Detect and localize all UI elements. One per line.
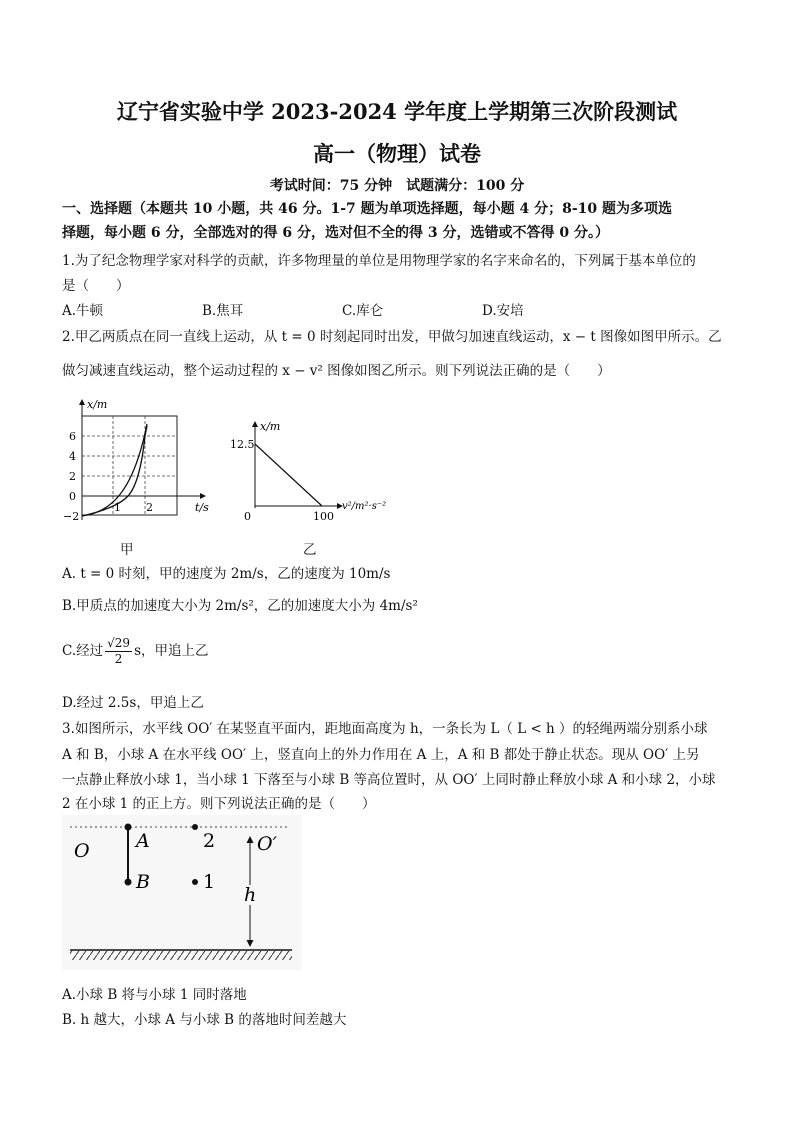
q3-stem-line1: 3.如图所示，水平线 OO′ 在某竖直平面内，距地面高度为 h，一条长为 L（ L < h ）的轻绳两端分别系小球 bbox=[62, 721, 708, 737]
graph-jia-caption: 甲 bbox=[120, 542, 134, 558]
q3-ball-2 bbox=[192, 824, 198, 830]
graph-jia-y-label: x/m bbox=[87, 398, 108, 411]
graph-jia-tick-0: 0 bbox=[69, 490, 76, 503]
q3-ball-a bbox=[125, 824, 132, 831]
graph-jia-grid bbox=[82, 416, 177, 515]
section-heading-line2: 择题，每小题 6 分，全部选对的得 6 分，选对但不全的得 3 分，选错或不答得 0 分。） bbox=[62, 225, 609, 241]
page-subtitle: 高一（物理）试卷 bbox=[313, 141, 481, 166]
graph-yi-y-value: 12.5 bbox=[230, 438, 255, 451]
q3-ball-1 bbox=[192, 879, 198, 885]
exam-info: 考试时间：75 分钟 试题满分：100 分 bbox=[269, 178, 525, 194]
page-title: 辽宁省实验中学 2023-2024 学年度上学期第三次阶段测试 bbox=[116, 99, 678, 124]
q3-stem-line3: 一点静止释放小球 1，当小球 1 下落至与小球 B 等高位置时，从 OO′ 上同时静止释放小球 A 和小球 2，小球 bbox=[62, 772, 716, 788]
q3-ground-hatch bbox=[70, 951, 292, 960]
q2-option-a: A. t = 0 时刻，甲的速度为 2m/s，乙的速度为 10m/s bbox=[62, 566, 391, 582]
graph-yi-caption: 乙 bbox=[303, 542, 317, 558]
graph-yi-x-value: 100 bbox=[313, 510, 334, 523]
graph-yi-y-label: x/m bbox=[260, 420, 281, 433]
q3-label-o: O bbox=[74, 840, 90, 862]
q2-option-d: D.经过 2.5s，甲追上乙 bbox=[62, 695, 204, 711]
graph-yi bbox=[230, 418, 405, 523]
graph-jia-tick-6: 6 bbox=[69, 430, 76, 443]
q1-stem-line1: 1.为了纪念物理学家对科学的贡献，许多物理量的单位是用物理学家的名字来命名的，下列属于基本单位的 bbox=[62, 253, 696, 269]
q3-label-a: A bbox=[136, 830, 150, 852]
q1-option-c: C.库仑 bbox=[342, 303, 384, 319]
q3-ball-b bbox=[125, 879, 132, 886]
section-heading-line1: 一、选择题（本题共 10 小题，共 46 分。1-7 题为单项选择题，每小题 4 分；8-10 题为多项选 bbox=[62, 201, 673, 217]
graph-jia-xtick-1: 1 bbox=[114, 501, 121, 514]
q1-option-a: A.牛顿 bbox=[62, 303, 104, 319]
graph-yi-origin: 0 bbox=[244, 510, 251, 523]
q3-stem-line4: 2 在小球 1 的正上方。则下列说法正确的是（ ） bbox=[62, 796, 376, 812]
q2-option-c bbox=[62, 636, 209, 667]
q2-stem-line1: 2.甲乙两质点在同一直线上运动，从 t = 0 时刻起同时出发，甲做匀加速直线运动，x − t 图像如图甲所示。乙 bbox=[62, 329, 722, 345]
q2-stem-line2: 做匀减速直线运动，整个运动过程的 x − v² 图像如图乙所示。则下列说法正确的是（ ） bbox=[62, 363, 611, 379]
q2-option-c-numerator: √29 bbox=[107, 636, 131, 650]
graph-jia-xtick-2: 2 bbox=[146, 501, 153, 514]
q2-option-c-suffix: s，甲追上乙 bbox=[134, 643, 209, 659]
graph-yi-x-label: v²/m²·s⁻² bbox=[342, 501, 387, 512]
q1-option-d: D.安培 bbox=[482, 303, 524, 319]
q3-label-oprime: O′ bbox=[257, 833, 277, 855]
q3-stem-line2: A 和 B，小球 A 在水平线 OO′ 上，竖直向上的外力作用在 A 上，A 和 B 都处于静止状态。现从 OO′ 上另 bbox=[62, 747, 700, 763]
q3-label-2: 2 bbox=[203, 830, 216, 852]
q2-option-b: B.甲质点的加速度大小为 2m/s²，乙的加速度大小为 4m/s² bbox=[62, 598, 418, 614]
q1-option-b: B.焦耳 bbox=[202, 303, 244, 319]
graph-jia-tick-neg2: −2 bbox=[63, 510, 80, 523]
q2-option-c-denominator: 2 bbox=[114, 652, 123, 666]
q1-stem-line2: 是（ ） bbox=[62, 278, 130, 294]
graph-jia-frame bbox=[82, 416, 177, 515]
graph-jia-tick-2: 2 bbox=[69, 470, 76, 483]
q3-option-b: B. h 越大，小球 A 与小球 B 的落地时间差越大 bbox=[62, 1012, 347, 1028]
graph-jia bbox=[55, 390, 215, 525]
q2-option-c-prefix: C.经过 bbox=[62, 643, 104, 659]
q3-label-1: 1 bbox=[203, 871, 216, 893]
q3-figure bbox=[62, 815, 302, 970]
graph-jia-x-label: t/s bbox=[195, 501, 209, 514]
q2-option-c-fraction bbox=[105, 636, 132, 667]
q3-option-a: A.小球 B 将与小球 1 同时落地 bbox=[62, 987, 247, 1003]
q3-label-b: B bbox=[136, 871, 150, 893]
graph-yi-line bbox=[255, 444, 322, 506]
graph-jia-tick-4: 4 bbox=[69, 450, 76, 463]
q3-label-h: h bbox=[244, 884, 257, 906]
